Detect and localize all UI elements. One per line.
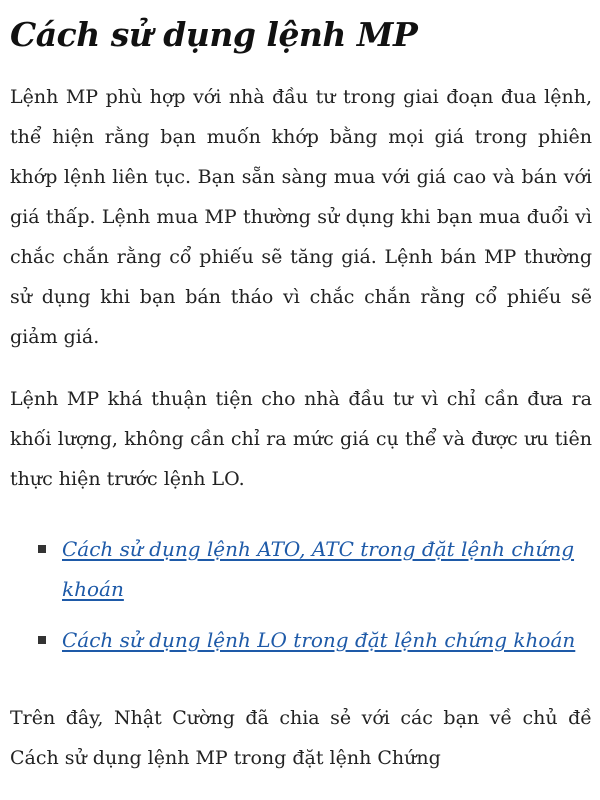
link-lo-order[interactable]: Cách sử dụng lệnh LO trong đặt lệnh chứng khoán [62,628,576,652]
list-item [62,529,592,609]
paragraph-mp-usage: Lệnh MP phù hợp với nhà đầu tư trong giai đoạn đua lệnh, thể hiện rằng bạn muốn khớp bằng mọi giá trong phiên khớp lệnh liên tục. Bạn sẵn sàng mua với giá cao và bán với giá thấp. Lệnh mua MP thường sử dụng khi bạn mua đuổi vì chắc chắn rằng cổ phiếu sẽ tăng giá. Lệnh bán MP thường sử dụng khi bạn bán tháo vì chắc chắn rằng cổ phiếu sẽ giảm giá. [10,86,592,348]
related-links-list [10,529,592,660]
section-heading: Cách sử dụng lệnh MP [10,15,418,54]
link-ato-atc-order[interactable]: Cách sử dụng lệnh ATO, ATC trong đặt lệnh chứng khoán [62,537,575,601]
article-content [10,0,592,778]
square-bullet-icon [38,636,46,644]
paragraph-conclusion: Trên đây, Nhật Cường đã chia sẻ với các bạn về chủ đề Cách sử dụng lệnh MP trong đặt lệnh Chứng [10,707,592,769]
paragraph-mp-convenience: Lệnh MP khá thuận tiện cho nhà đầu tư vì chỉ cần đưa ra khối lượng, không cần chỉ ra mức giá cụ thể và được ưu tiên thực hiện trước lệnh LO. [10,388,592,490]
square-bullet-icon [38,545,46,553]
list-item [62,620,592,660]
